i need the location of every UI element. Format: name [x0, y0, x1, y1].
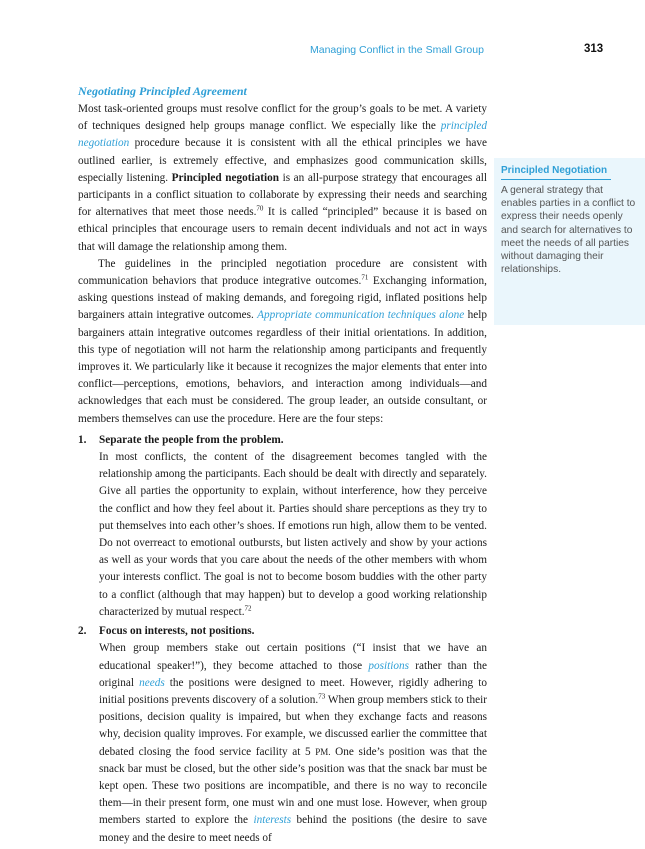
page-number: 313 [584, 43, 604, 55]
paragraph-1-text-b: procedure because it is consistent with all the ethical principles we have outlined earlier, is extremely effective, and emphasizes good communication skills, especially listening. [78, 137, 487, 184]
step-2-italic-needs: needs [139, 676, 165, 689]
margin-glossary-content [494, 158, 645, 276]
paragraph-2-text-c: help bargainers attain integrative outcomes regardless of their initial orientations. In addition, this type of negotiation will not harm the relationship among participants and frequently improves it. We particularly like it because it recognizes the major elements that enter into conflict—perceptions, emotions, behaviors, and interaction among individuals—and acknowledges that each must be considered. The group leader, an outside consultant, or members themselves can use the procedure. Here are the four steps: [78, 309, 487, 425]
step-2-text-c: the positions were designed to meet. However, rigidly adhering to initial positions prevents discovery of a solution. [99, 676, 487, 706]
step-text [99, 640, 487, 846]
paragraph-2 [78, 256, 487, 428]
running-head [0, 44, 645, 60]
paragraph-1-bold-term: Principled negotiation [171, 171, 279, 184]
step-title: Focus on interests, not positions. [99, 625, 255, 638]
list-item [78, 623, 487, 847]
footnote-ref-72: 72 [244, 604, 252, 613]
step-2-small-caps-pm: PM. [315, 746, 331, 757]
step-2-italic-positions: positions [368, 659, 409, 672]
paragraph-1-text-d: It is called “principled” because it is based on ethical principles that encourage users to remain decent individuals and not act in ways that will damage the relationship among them. [78, 206, 487, 253]
step-2-text-a: When group members stake out certain positions (“I insist that we have an educational speaker!”), they become attached to those [99, 642, 487, 672]
step-number: 2. [78, 625, 87, 638]
paragraph-1 [78, 101, 487, 256]
margin-glossary-box [494, 158, 645, 325]
footnote-ref-70: 70 [256, 204, 264, 213]
glossary-term: Principled Negotiation [501, 165, 611, 180]
chapter-title: Managing Conflict in the Small Group [310, 44, 484, 56]
paragraph-1-italic-term: principled negotiation [78, 120, 487, 150]
paragraph-1-text-c: is an all-purpose strategy that encourages all participants in a conflict situation to collaborate by expressing their needs and searching for alternatives that meet those needs. [78, 171, 488, 219]
step-2-text-e: One side’s position was that the snack bar must be closed, but the other side’s position was that the snack bar must be kept open. These two positions are incompatible, and there is no way to reconcile them—in their present form, one must win and one must lose. However, when group members started to explore the [99, 745, 488, 827]
step-number: 1. [78, 433, 87, 446]
paragraph-2-text-a: The guidelines in the principled negotiation procedure are consistent with communication behaviors that produce integrative outcomes. [78, 257, 487, 288]
main-text-column [78, 84, 487, 849]
list-item [78, 432, 487, 621]
paragraph-1-text-a: Most task-oriented groups must resolve conflict for the group’s goals to be met. A variety of techniques designed help groups manage conflict. We especially like the [78, 103, 487, 133]
step-2-text-d: When group members stick to their positions, decision quality is impaired, but when they exchange facts and reasons why, decision quality improves. For example, we discussed earlier the committee that debated closing the food service facility at 5 [99, 693, 487, 758]
step-1-text-a: In most conflicts, the content of the disagreement becomes tangled with the relationship among the participants. Each should be dealt with directly and separately. Give all parties the opportunity to explain, without interference, how they perceive the conflict and how they feel about it. Parties should share perceptions as they try to put themselves into each other’s shoes. If emotions run high, allow them to be vented. Do not overreact to emotional outbursts, but listen actively and show by your actions as well as your words that you care about the needs of the other members with whom your interests conflict. The goal is not to become bosom buddies with the other party to a conflict (although that may happen) but to develop a good working relationship characterized by mutual respect. [99, 451, 487, 618]
step-2-italic-interests: interests [253, 814, 292, 827]
footnote-ref-71: 71 [361, 273, 369, 282]
step-2-text-b: rather than the original [99, 659, 487, 689]
step-2-text-f: behind the positions (the desire to save money and the desire to meet needs of [99, 814, 488, 844]
paragraph-2-italic-phrase: Appropriate communication techniques alone [257, 309, 465, 322]
step-title: Separate the people from the problem. [99, 433, 284, 446]
section-heading: Negotiating Principled Agreement [78, 84, 247, 98]
paragraph-2-text-b: Exchanging information, asking questions instead of making demands, and foregoing rigid, inflated positions help bargainers attain integrative outcomes. [78, 275, 487, 322]
step-text [99, 449, 487, 621]
glossary-definition: A general strategy that enables parties in a conflict to express their needs openly and search for alternatives to meet the needs of all parties without damaging their relationships. [501, 185, 636, 276]
footnote-ref-73: 73 [318, 692, 326, 701]
steps-list [78, 432, 487, 847]
